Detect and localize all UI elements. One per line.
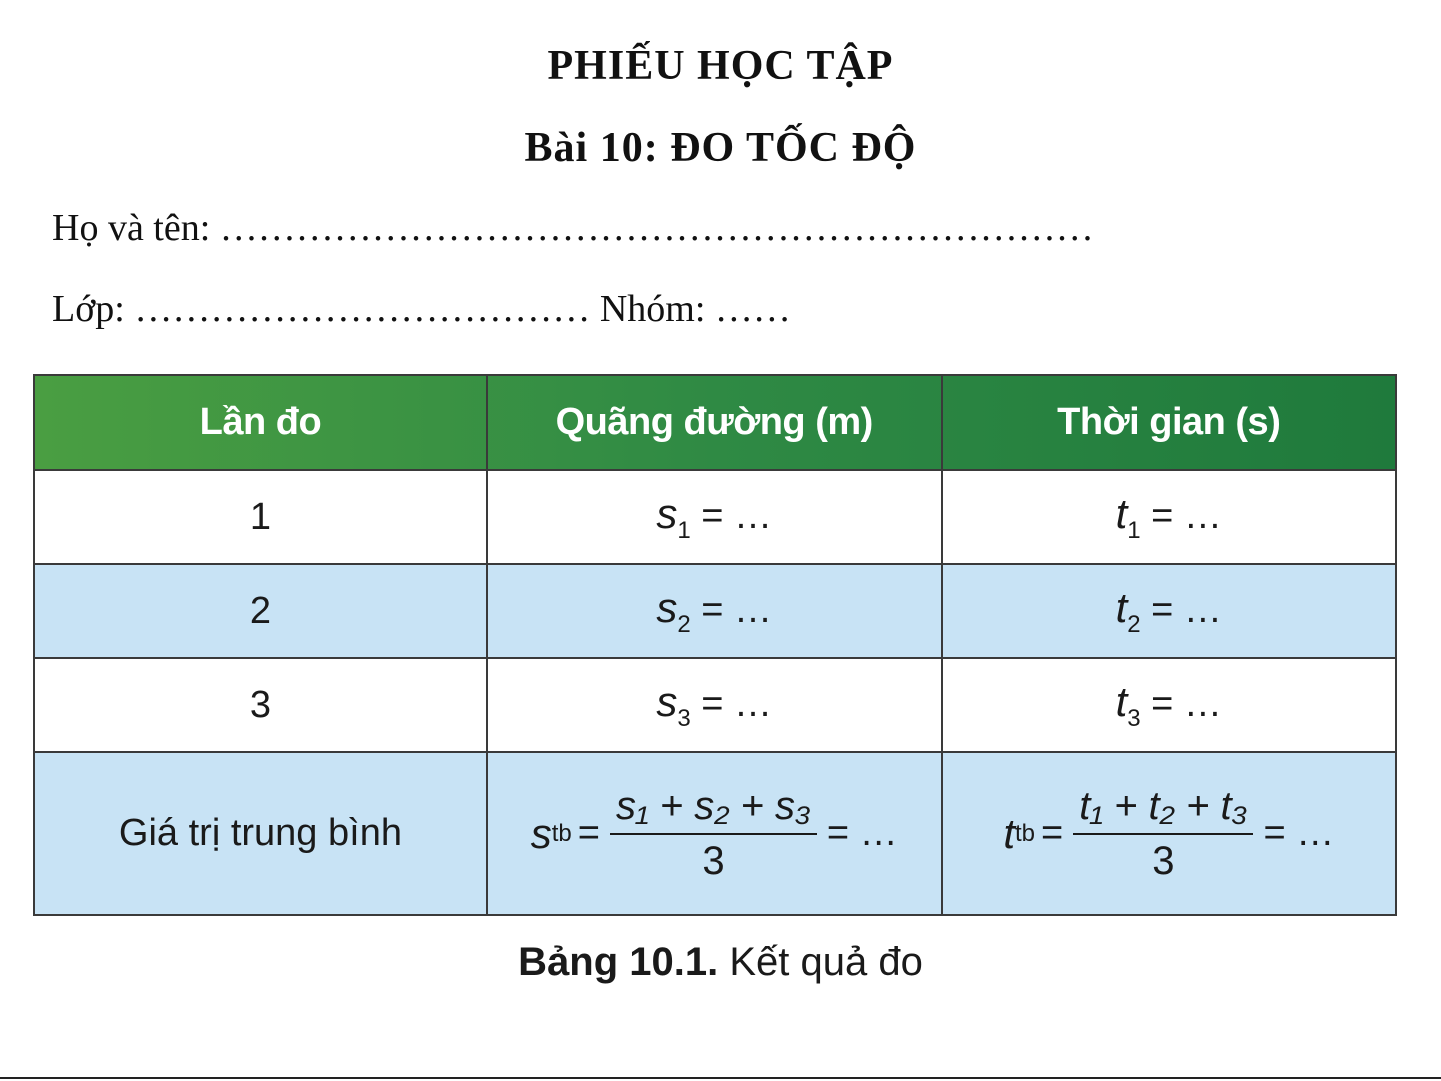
avg-time-var: t bbox=[1003, 809, 1015, 857]
class-group-field-line: Lớp: ……………………………… Nhóm: …… bbox=[52, 288, 791, 330]
distance-value: = … bbox=[701, 494, 773, 537]
table-header-row bbox=[34, 375, 1396, 470]
row-label: 2 bbox=[34, 564, 487, 658]
avg-distance-var: s bbox=[530, 809, 552, 857]
time-sub: 2 bbox=[1127, 610, 1141, 638]
avg-time-denominator: 3 bbox=[1152, 838, 1175, 883]
distance-value: = … bbox=[701, 682, 773, 725]
average-distance-cell bbox=[487, 752, 942, 915]
average-time-cell bbox=[942, 752, 1396, 915]
avg-distance-denominator: 3 bbox=[702, 838, 725, 883]
avg-time-eq: = bbox=[1041, 812, 1064, 854]
row-label: 1 bbox=[34, 470, 487, 564]
header-measurement: Lần đo bbox=[34, 375, 487, 470]
time-sub: 1 bbox=[1127, 516, 1141, 544]
distance-sub: 2 bbox=[677, 610, 691, 638]
table-row bbox=[34, 658, 1396, 752]
time-var: t bbox=[1115, 489, 1128, 537]
worksheet-title: PHIẾU HỌC TẬP bbox=[547, 43, 894, 89]
time-cell bbox=[942, 564, 1396, 658]
avg-time-numerator: t₁ + t₂ + t₃ bbox=[1073, 784, 1253, 835]
avg-time-value: = … bbox=[1263, 812, 1335, 854]
name-field-line: Họ và tên: …………………………………………………………… bbox=[52, 207, 1094, 249]
avg-distance-value: = … bbox=[826, 812, 898, 854]
caption-text: Kết quả đo bbox=[718, 940, 923, 984]
distance-cell bbox=[487, 564, 942, 658]
time-cell bbox=[942, 658, 1396, 752]
avg-time-fraction bbox=[1073, 784, 1253, 884]
average-label: Giá trị trung bình bbox=[34, 752, 487, 915]
lesson-subtitle: Bài 10: ĐO TỐC ĐỘ bbox=[524, 125, 917, 171]
row-label: 3 bbox=[34, 658, 487, 752]
time-cell bbox=[942, 470, 1396, 564]
average-row bbox=[34, 752, 1396, 915]
distance-value: = … bbox=[701, 588, 773, 631]
avg-distance-eq: = bbox=[577, 812, 600, 854]
time-value: = … bbox=[1151, 494, 1222, 537]
header-distance: Quãng đường (m) bbox=[487, 375, 942, 470]
distance-var: s bbox=[656, 677, 678, 725]
results-table bbox=[33, 374, 1397, 916]
time-sub: 3 bbox=[1127, 704, 1141, 732]
distance-cell bbox=[487, 658, 942, 752]
time-var: t bbox=[1115, 583, 1128, 631]
table-row bbox=[34, 470, 1396, 564]
time-value: = … bbox=[1151, 588, 1222, 631]
caption-number: Bảng 10.1. bbox=[518, 940, 719, 984]
table-caption bbox=[0, 940, 1441, 985]
distance-sub: 1 bbox=[677, 516, 691, 544]
header-time: Thời gian (s) bbox=[942, 375, 1396, 470]
avg-distance-numerator: s₁ + s₂ + s₃ bbox=[610, 784, 817, 835]
avg-time-sub: tb bbox=[1014, 819, 1035, 847]
distance-var: s bbox=[656, 489, 678, 537]
average-time-formula bbox=[1003, 784, 1334, 884]
table-row bbox=[34, 564, 1396, 658]
average-distance-formula bbox=[531, 784, 898, 884]
distance-cell bbox=[487, 470, 942, 564]
distance-var: s bbox=[656, 583, 678, 631]
avg-distance-fraction bbox=[610, 784, 817, 884]
time-var: t bbox=[1115, 677, 1128, 725]
time-value: = … bbox=[1151, 682, 1222, 725]
bottom-divider bbox=[0, 1077, 1441, 1079]
avg-distance-sub: tb bbox=[551, 819, 572, 847]
distance-sub: 3 bbox=[677, 704, 691, 732]
